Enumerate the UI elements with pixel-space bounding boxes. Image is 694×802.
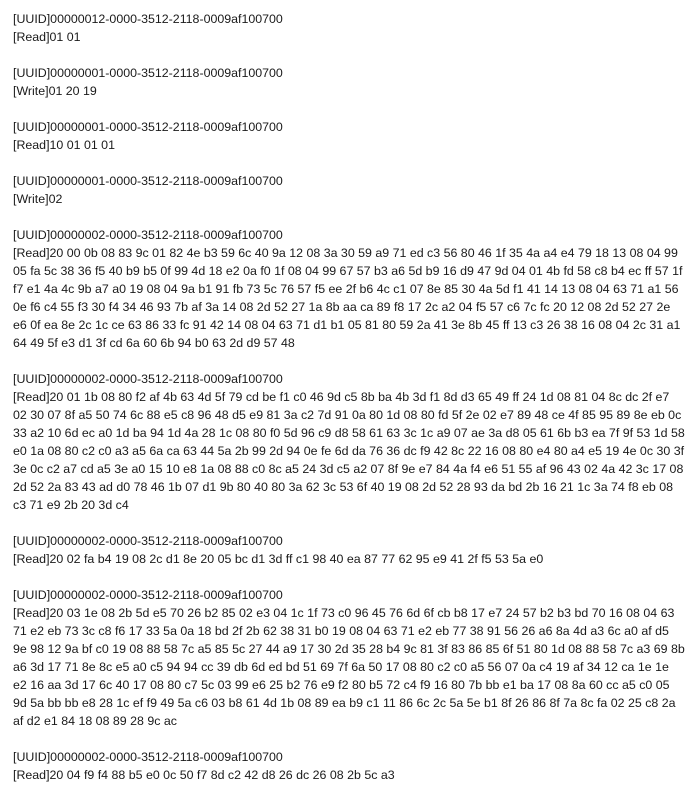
payload-line: [Read]10 01 01 01 xyxy=(13,138,115,152)
uuid-line: [UUID]00000002-0000-3512-2118-0009af100700 xyxy=(13,750,283,764)
payload-block: [Read]20 03 1e 08 2b 5d e5 70 26 b2 85 02 e3 04 1c 1f 73 c0 96 45 76 6d 6f cb b8 17 e7 24 57 b2 b3 bd 70 16 08 04 63 71 e2 eb 73 3c c8 f6 17 33 5a 0a 18 bd 2f 2b 62 38 31 b0 19 08 04 63 71 e2 eb 77 38 91 56 26 a6 8a 4d a3 6c a0 af d5 9e 98 12 9a bf c0 19 08 88 58 7c a5 85 5c 27 44 a9 17 30 2d 35 28 b4 9c 81 3f 83 86 85 6f 51 80 1d 08 88 58 7c a3 69 8b a6 3d 17 71 8e 8c e5 a0 c5 94 94 cc 39 db 6d ed bd 51 69 7f 6a 50 17 08 80 c2 c0 a5 56 07 0a c4 19 af 34 12 ca 1e 1e e2 16 aa 3d 17 6c 40 17 08 80 c7 5c 03 99 e6 25 b2 76 e9 f2 80 b5 72 c4 f9 16 80 7b bb e1 ba 17 08 8a 60 cc a5 c0 05 9d 5a bb bb e8 28 1c ef f9 49 5a c6 03 b8 61 4d 1b 08 89 ea b9 c1 11 86 6c 2c 5a 5e b1 8f 26 86 8f 7a 8c fa 02 25 c8 2a af d2 e1 84 18 08 89 28 9c ac xyxy=(13,606,685,728)
uuid-line: [UUID]00000001-0000-3512-2118-0009af100700 xyxy=(13,66,283,80)
uuid-line: [UUID]00000012-0000-3512-2118-0009af100700 xyxy=(13,12,283,26)
payload-line: [Write]02 xyxy=(13,192,63,206)
payload-line: [Read]20 02 fa b4 19 08 2c d1 8e 20 05 bc d1 3d ff c1 98 40 ea 87 77 62 95 e9 41 2f f5 53 5a e0 xyxy=(13,552,544,566)
log-entry xyxy=(13,226,685,352)
log-entry xyxy=(13,370,685,514)
log-entry xyxy=(13,118,685,154)
log-document xyxy=(13,10,685,802)
uuid-line: [UUID]00000002-0000-3512-2118-0009af100700 xyxy=(13,534,283,548)
log-entry xyxy=(13,748,685,784)
payload-line: [Write]01 20 19 xyxy=(13,84,97,98)
log-entry xyxy=(13,64,685,100)
payload-line: [Read]01 01 xyxy=(13,30,81,44)
payload-block: [Read]20 00 0b 08 83 9c 01 82 4e b3 59 6c 40 9a 12 08 3a 30 59 a9 71 ed c3 56 80 46 1f 35 4a a4 e4 79 18 13 08 04 99 05 fa 5c 38 36 f5 40 b9 b5 0f 99 4d 18 e2 0a f0 1f 08 04 99 67 57 b3 a6 5d b9 16 d9 47 9d 04 01 4b fd 58 c8 b4 ec ff 57 1f f7 e1 4a 4c 9b a7 a0 19 08 04 9a b1 91 fb 73 5c 76 57 f5 ee 2f b6 4c c1 07 8e 85 30 4a 5d f1 41 14 13 08 04 63 71 a1 56 0e f6 c4 55 f3 30 f4 34 46 93 7b af 3a 14 08 2d 52 27 1a 8b aa ca 89 f8 17 2c a2 04 f5 57 c6 7c fc 20 12 08 2d 52 27 2e e6 0f ea 8e 2c 1c ce 63 86 33 fc 91 42 14 08 04 63 71 d1 b1 05 81 80 59 2a 41 3e 8b 45 ff 13 c3 26 38 16 08 04 2c 31 a1 64 49 5f e3 d1 3f cd 6a 60 6b 94 b0 63 2d d9 57 48 xyxy=(13,246,683,350)
payload-block: [Read]20 01 1b 08 80 f2 af 4b 63 4d 5f 79 cd be f1 c0 46 9d c5 8b ba 4b 3d f1 8d d3 65 49 ff 24 1d 08 81 04 8c dc 2f e7 02 30 07 8f a5 50 74 6c 88 e5 c8 96 48 d5 e9 81 3a c2 7d 91 0a 80 1d 08 80 fd 5f 2e 02 e7 89 48 ce 4f 85 95 89 8e eb 0c 33 a2 10 6d ec a0 1d ba 94 1d 4a 28 1c 08 80 f0 5d 96 c9 d8 58 61 63 3c 1c a9 07 ae 3a d8 05 61 6b b3 ea 7f 9f 53 1d 58 e0 1a 08 80 c2 c0 a3 a5 6a ca 63 44 5a 2b 99 2d 94 0e fe 6d da 76 36 dc f9 42 8c 22 16 08 80 e4 80 a4 e5 19 4e 0c 30 3f 3e 0c c2 a7 cd a5 3e a0 15 10 e8 1a 08 88 c0 8c a5 24 3d c5 a2 07 8f 9e e7 84 4a f4 e6 51 55 af 96 43 02 4a 42 3c 17 08 2d 52 2a 83 43 ad d0 78 46 1b 07 d1 9b 80 40 80 3a 62 3c 53 6f 40 19 08 2d 52 28 93 da bd 2b 16 21 1c 3a 74 f8 eb 08 c3 71 e9 2b 20 3d c4 xyxy=(13,390,685,512)
uuid-line: [UUID]00000002-0000-3512-2118-0009af100700 xyxy=(13,588,283,602)
uuid-line: [UUID]00000002-0000-3512-2118-0009af100700 xyxy=(13,228,283,242)
log-entry xyxy=(13,586,685,730)
log-entry xyxy=(13,10,685,46)
log-entry xyxy=(13,532,685,568)
uuid-line: [UUID]00000002-0000-3512-2118-0009af100700 xyxy=(13,372,283,386)
payload-line: [Read]20 04 f9 f4 88 b5 e0 0c 50 f7 8d c2 42 d8 26 dc 26 08 2b 5c a3 xyxy=(13,768,395,782)
uuid-line: [UUID]00000001-0000-3512-2118-0009af100700 xyxy=(13,120,283,134)
uuid-line: [UUID]00000001-0000-3512-2118-0009af100700 xyxy=(13,174,283,188)
log-entry xyxy=(13,172,685,208)
